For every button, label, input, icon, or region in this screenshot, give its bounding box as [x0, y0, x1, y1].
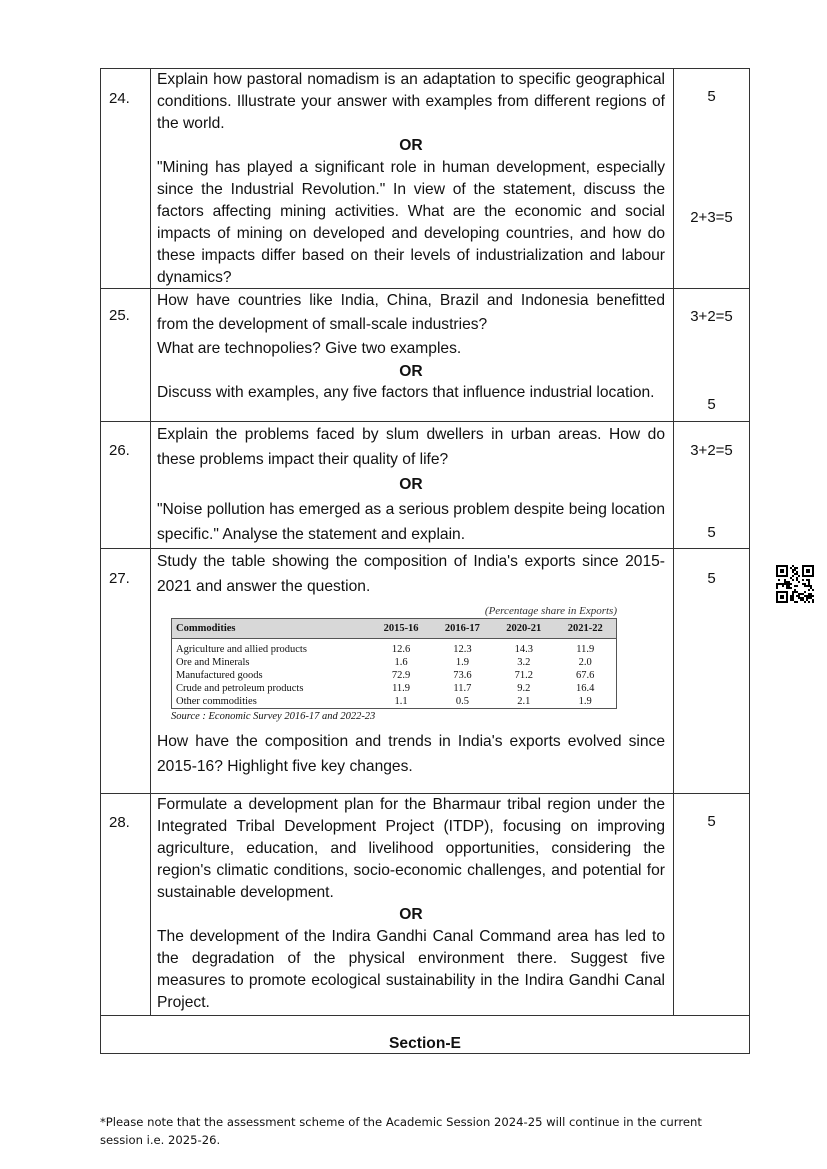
table-cell: 73.6: [453, 670, 472, 681]
marks-cell: [674, 289, 749, 421]
table-cell: 67.6: [576, 670, 595, 681]
marks-cell: [674, 794, 749, 1015]
question-number: 27.: [109, 570, 130, 587]
question-number: 26.: [109, 442, 130, 459]
question-text: How have countries like India, China, Brazil and Indonesia benefitted from the development of small-scale industries?: [157, 292, 665, 333]
or-label: OR: [399, 476, 423, 493]
marks-cell: [674, 549, 749, 793]
question-text: Explain the problems faced by slum dwellers in urban areas. How do these problems impact their quality of life?: [157, 426, 665, 468]
marks: 5: [707, 813, 716, 830]
question-row-26: [100, 422, 750, 549]
question-row-28: [100, 794, 750, 1016]
question-text: Study the table showing the composition of India's exports since 2015-2021 and answer the question.: [157, 553, 665, 595]
table-cell: 12.3: [453, 644, 472, 655]
or-label: OR: [399, 906, 423, 923]
table-row: [172, 656, 617, 669]
table-cell: 11.9: [576, 644, 595, 655]
column-header: 2020-21: [493, 619, 554, 639]
table-cell: 1.6: [394, 657, 408, 668]
table-row: [172, 682, 617, 695]
table-caption: (Percentage share in Exports): [484, 605, 617, 617]
question-text: "Mining has played a significant role in human development, especially since the Industrial Revolution." In view of the statement, discuss the factors affecting mining activities. What are the economic and social impacts of mining on developed and developing countries, and how do these impacts differ based on their levels of industrialization and labour dynamics?: [157, 159, 665, 286]
table-cell: 71.2: [514, 670, 533, 681]
question-text: What are technopolies? Give two examples.: [157, 340, 462, 357]
marks: 2+3=5: [690, 209, 733, 226]
column-header: 2016-17: [432, 619, 493, 639]
table-source: Source : Economic Survey 2016-17 and 2022-23: [171, 711, 376, 722]
question-number-cell: [101, 422, 151, 548]
column-header: 2021-22: [554, 619, 616, 639]
table-row: [172, 695, 617, 709]
or-label: OR: [399, 137, 423, 154]
marks-cell: [674, 69, 749, 288]
marks: 5: [707, 524, 716, 541]
exports-table-figure: [171, 605, 617, 725]
qr-code-icon: [776, 565, 814, 603]
question-text: Formulate a development plan for the Bharmaur tribal region under the Integrated Tribal Development Project (ITDP), focusing on improving agriculture, education, and livelihood opportunities, considering the region's climatic conditions, socio-economic challenges, and potential for sustainable development.: [157, 796, 665, 901]
marks: 3+2=5: [690, 308, 733, 325]
column-header: 2015-16: [370, 619, 431, 639]
marks: 3+2=5: [690, 442, 733, 459]
table-cell: 11.7: [453, 683, 472, 694]
table-cell: 12.6: [391, 644, 411, 655]
marks-cell: [674, 422, 749, 548]
question-row-24: [100, 68, 750, 289]
question-text-cell: [151, 289, 674, 421]
table-cell: 1.9: [578, 696, 592, 707]
question-text-cell: [151, 549, 674, 793]
footnote: *Please note that the assessment scheme of the Academic Session 2024-25 will continue in the current session i.e. 2025-26.: [100, 1115, 702, 1147]
question-table: [100, 68, 750, 1054]
table-cell: 2.0: [578, 657, 592, 668]
question-row-27: [100, 549, 750, 794]
question-number: 24.: [109, 90, 130, 107]
marks: 5: [707, 570, 716, 587]
table-cell: Agriculture and allied products: [176, 644, 307, 655]
question-text: The development of the Indira Gandhi Canal Command area has led to the degradation of the physical environment there. Suggest five measures to promote ecological sustainability in the Indira Gandhi Canal Project.: [157, 928, 665, 1011]
table-cell: Crude and petroleum products: [176, 683, 304, 694]
table-cell: Manufactured goods: [176, 670, 263, 681]
table-cell: Ore and Minerals: [176, 657, 250, 668]
question-number: 28.: [109, 814, 130, 831]
marks: 5: [707, 88, 716, 105]
table-cell: 11.9: [392, 683, 411, 694]
or-label: OR: [399, 363, 423, 380]
question-number: 25.: [109, 307, 130, 324]
exports-table: [171, 618, 617, 709]
table-cell: 1.9: [455, 657, 469, 668]
table-cell: 72.9: [391, 670, 411, 681]
table-cell: 1.1: [394, 696, 408, 707]
table-row: [172, 669, 617, 682]
table-row: [172, 639, 617, 657]
table-cell: 3.2: [517, 657, 531, 668]
question-number-cell: [101, 289, 151, 421]
section-heading: Section-E: [100, 1016, 750, 1054]
column-header: Commodities: [172, 619, 371, 639]
table-cell: Other commodities: [176, 696, 257, 707]
question-text: Explain how pastoral nomadism is an adaptation to specific geographical conditions. Illustrate your answer with examples from different regions of the world.: [157, 71, 665, 132]
marks: 5: [707, 396, 716, 413]
question-text: How have the composition and trends in India's exports evolved since 2015-16? Highlight five key changes.: [157, 733, 665, 775]
table-cell: 2.1: [517, 696, 531, 707]
question-number-cell: [101, 549, 151, 793]
table-cell: 0.5: [455, 696, 469, 707]
question-text: "Noise pollution has emerged as a serious problem despite being location specific." Analyse the statement and explain.: [157, 501, 665, 543]
question-number-cell: [101, 69, 151, 288]
question-text-cell: [151, 794, 674, 1015]
question-text: Discuss with examples, any five factors that influence industrial location.: [157, 384, 655, 401]
question-row-25: [100, 289, 750, 422]
question-text-cell: [151, 69, 674, 288]
table-cell: 14.3: [514, 644, 533, 655]
question-text-cell: [151, 422, 674, 548]
table-cell: 9.2: [517, 683, 531, 694]
question-number-cell: [101, 794, 151, 1015]
table-cell: 16.4: [576, 683, 595, 694]
